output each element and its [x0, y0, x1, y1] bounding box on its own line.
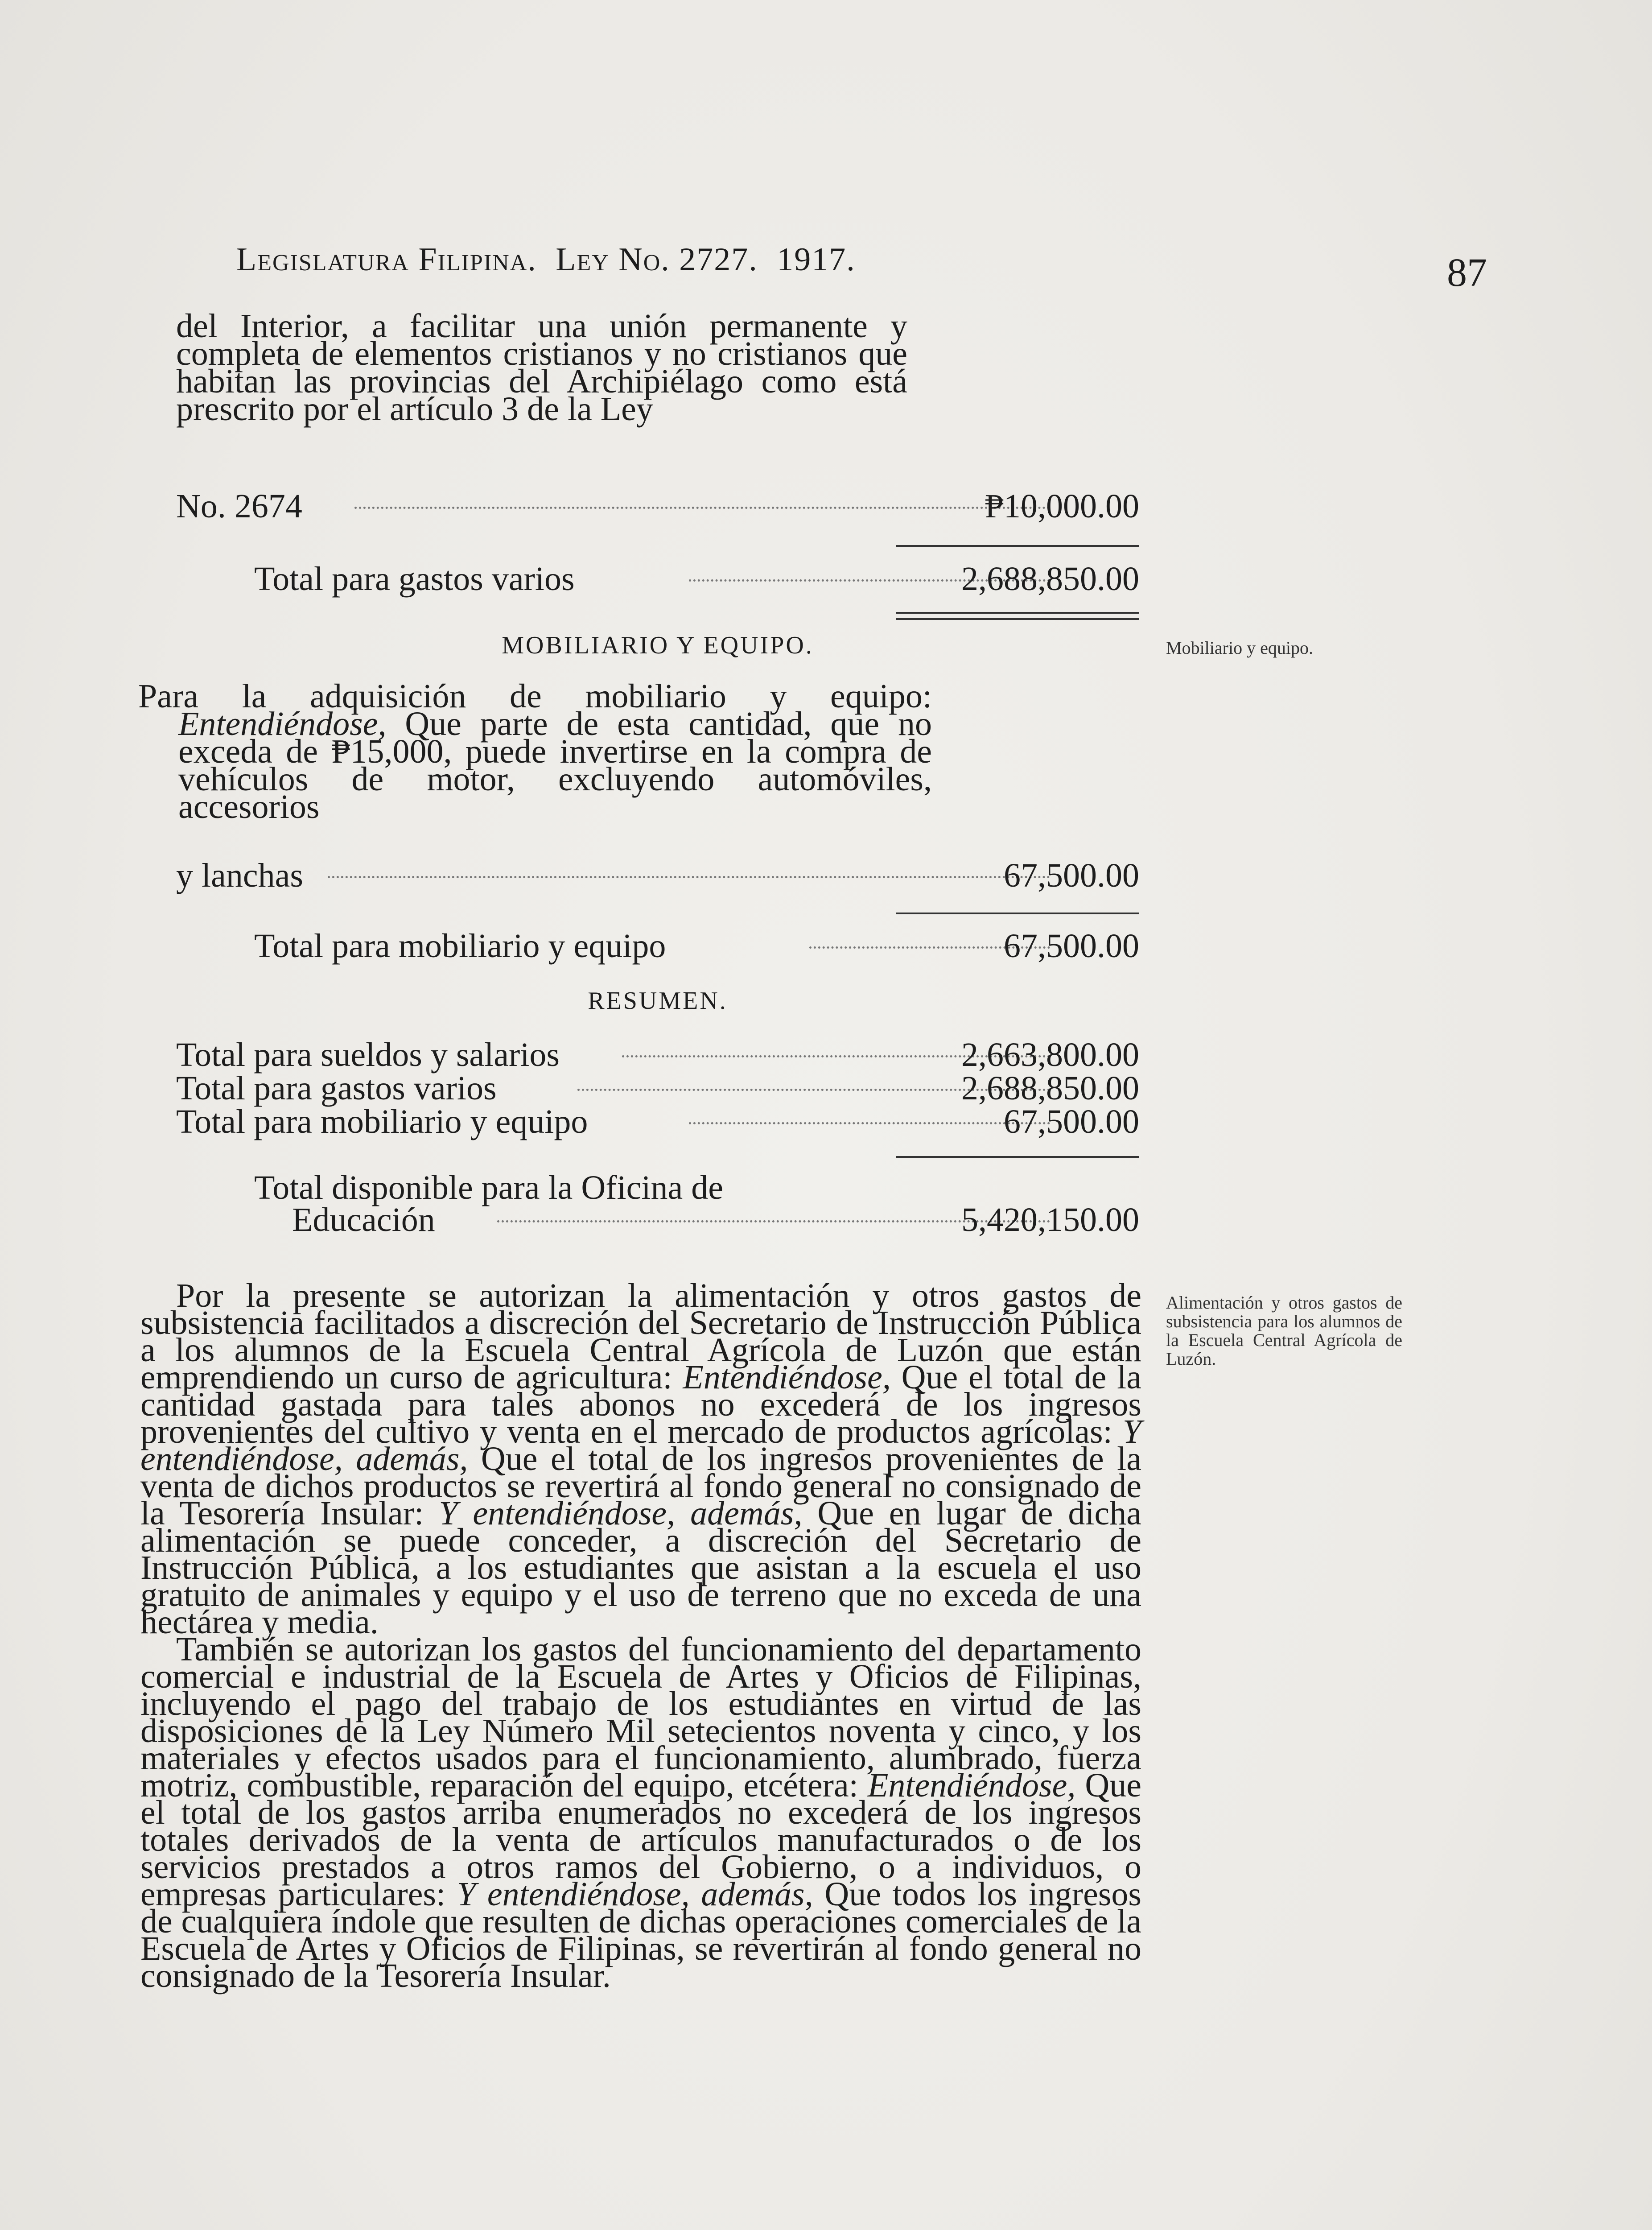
- resumen-row-label: Total para sueldos y salarios: [176, 1036, 560, 1074]
- intro-item-amount: ₱10,000.00: [985, 487, 1139, 525]
- mobiliario-item-amount: 67,500.00: [1004, 857, 1139, 894]
- margin-note-mobiliario: Mobiliario y equipo.: [1166, 638, 1313, 658]
- dot-leader: [328, 876, 1050, 878]
- margin-note-alimentacion: Alimentación y otros gastos de subsistencia para los alumnos de la Escuela Central Agrícola de Luzón.: [1166, 1293, 1402, 1369]
- resumen-row: [176, 1103, 1139, 1138]
- grand-total-row: [176, 1201, 1139, 1239]
- dot-leader: [689, 1122, 1050, 1124]
- total-gastos-varios-label: Total para gastos varios: [254, 560, 575, 598]
- running-header: [236, 241, 1128, 281]
- total-mobiliario-row: [176, 927, 1139, 965]
- resumen-row-label: Total para gastos varios: [176, 1070, 497, 1107]
- subtotal-rule: [896, 1156, 1139, 1158]
- section-heading-resumen: RESUMEN.: [588, 987, 728, 1015]
- total-gastos-varios-row: [176, 560, 1139, 598]
- resumen-row-label: Total para mobiliario y equipo: [176, 1103, 588, 1140]
- grand-total-line2: Educación: [292, 1201, 435, 1239]
- header-year: 1917.: [777, 241, 856, 278]
- dot-leader: [354, 507, 1050, 509]
- resumen-row-amount: 67,500.00: [1004, 1103, 1139, 1140]
- section-heading-mobiliario: MOBILIARIO Y EQUIPO.: [502, 632, 814, 659]
- mobiliario-item-last-line: y lanchas: [176, 857, 303, 894]
- total-rule-top: [896, 612, 1139, 614]
- mobiliario-item-text: Para la adquisición de mobiliario y equipo: Entendiéndose, Que parte de esta cantidad, que no exceda de ₱15,000, puede invertirse en la compra de vehículos de motor, excluyendo automóviles, accesorios: [138, 677, 932, 826]
- total-mobiliario-label: Total para mobiliario y equipo: [254, 927, 666, 965]
- total-rule-bottom: [896, 618, 1139, 620]
- body-text: [140, 1277, 1142, 1995]
- resumen-row-amount: 2,688,850.00: [961, 1070, 1139, 1107]
- mobiliario-item-row: [176, 856, 1139, 892]
- intro-item-text: del Interior, a facilitar una unión permanente y completa de elementos cristianos y no cristianos que habitan las provincias del Archipiélago como está prescrito por el artículo 3 de la Ley: [176, 307, 907, 428]
- paragraph-escuela-artes: También se autorizan los gastos del funcionamiento del departamento comercial e industrial de la Escuela de Artes y Oficios de Filipinas, incluyendo el pago del trabajo de los estudiantes en virtud de las disposiciones de la Ley Número Mil setecientos noventa y cinco, y los materiales y efectos usados para el funcionamiento, alumbrado, fuerza motriz, combustible, reparación del equipo, etcétera: Entendiéndose, Que el total de los gastos arriba enumerados no excederá de los ingresos totales derivados de la venta de artículos manufacturados o de los servicios prestados a otros ramos del Gobierno, o a individuos, o empresas particulares: Y entendiéndose, además, Que todos los ingresos de cualquiera índole que resulten de dichas operaciones comerciales de la Escuela de Artes y Oficios de Filipinas, se revertirán al fondo general no consignado de la Tesorería Insular.: [140, 1631, 1142, 1995]
- paragraph-alimentacion: Por la presente se autorizan la alimentación y otros gastos de subsistencia facilitados a discreción del Secretario de Instrucción Pública a los alumnos de la Escuela Central Agrícola de Luzón que están emprendiendo un curso de agricultura: Entendiéndose, Que el total de la cantidad gastada para tales abonos no excederá de los ingresos provenientes del cultivo y venta en el mercado de productos agrícolas: Y entendiéndose, además, Que el total de los ingresos provenientes de la venta de dichos productos se revertirá al fondo general no consignado de la Tesorería Insular: Y entendiéndose, además, Que en lugar de dicha alimentación se puede conceder, a discreción del Secretario de Instrucción Pública, a los estudiantes que asistan a la escuela el uso gratuito de animales y equipo y el uso de terreno que no exceda de una hectárea y media.: [140, 1277, 1142, 1641]
- resumen-row: [176, 1069, 1139, 1105]
- resumen-row: [176, 1036, 1139, 1074]
- subtotal-rule: [896, 545, 1139, 547]
- intro-item-last-line: No. 2674: [176, 487, 302, 525]
- total-mobiliario-amount: 67,500.00: [1004, 927, 1139, 965]
- subtotal-rule: [896, 913, 1139, 914]
- intro-item-row: [176, 487, 1139, 523]
- total-gastos-varios-amount: 2,688,850.00: [961, 560, 1139, 598]
- grand-total-line1: Total disponible para la Oficina de: [254, 1169, 723, 1206]
- grand-total-amount: 5,420,150.00: [961, 1201, 1139, 1239]
- resumen-row-amount: 2,663,800.00: [961, 1036, 1139, 1074]
- header-publication: Legislatura Filipina.: [236, 241, 537, 278]
- page-number: 87: [1447, 251, 1487, 295]
- header-law: Ley No. 2727.: [556, 241, 758, 278]
